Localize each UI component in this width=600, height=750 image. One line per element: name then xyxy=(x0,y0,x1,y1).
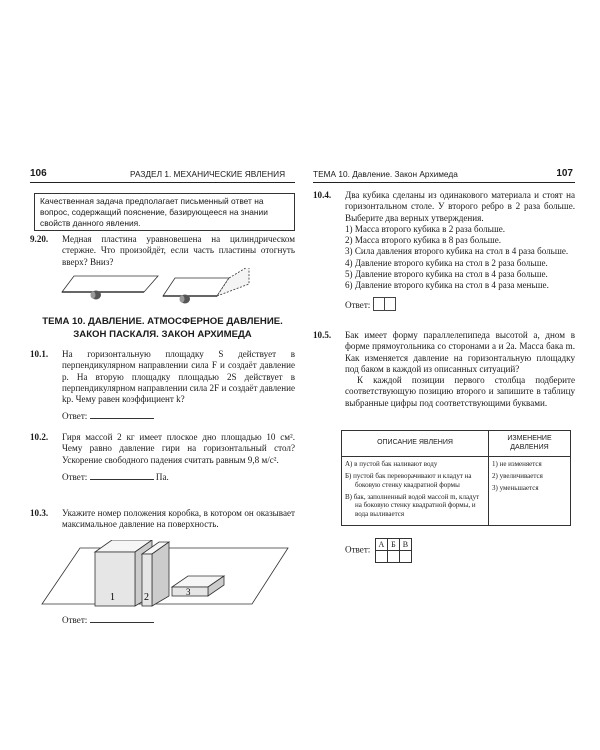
option-list xyxy=(345,224,575,292)
left-page xyxy=(30,168,295,625)
answer-label: Ответ: xyxy=(62,411,88,422)
phenomenon-item: Б) пустой бак переворачивают и кладут на боковую стенку квадратной формы xyxy=(345,472,472,489)
answer-blank[interactable] xyxy=(90,614,154,623)
right-page xyxy=(313,168,575,555)
answer-unit: Па. xyxy=(155,471,169,482)
matching-table xyxy=(341,430,571,526)
column-header-change: ИЗМЕНЕНИЕ ДАВЛЕНИЯ xyxy=(489,431,571,457)
answer-blank[interactable] xyxy=(90,410,154,419)
problem-number: 10.5. xyxy=(313,330,332,340)
problem-instruction: К каждой позиции первого столбца подберите соответствующую позицию второго и запишите в таблицу выбранные цифры под соответствующими буквами. xyxy=(345,375,575,408)
problem-text: Гиря массой 2 кг имеет плоское дно площадью 10 см². Чему равно давление гири на горизонтальный стол? Ускорение свободного падения считать равным 9,8 м/с². xyxy=(62,432,295,465)
change-item: 3) уменьшается xyxy=(492,483,539,492)
option-item: 2) Масса второго кубика в 8 раз больше. xyxy=(345,235,502,246)
info-box: Качественная задача предполагает письменный ответ на вопрос, содержащий пояснение, базирующееся на знании свойств данного явления. xyxy=(34,193,295,231)
answer-letter: А xyxy=(375,539,387,551)
option-item: 6) Давление второго кубика на стол в 4 раза меньше. xyxy=(345,280,549,291)
bent-plate-figure xyxy=(163,268,249,304)
answer-letter: Б xyxy=(387,539,399,551)
problem-text: На горизонтальную площадку S действует в перпендикулярном направлении сила F и создаёт давление p. На вторую площадку площадью 2S действует в перпендикулярном направлении сила 2F и создаёт давление kp. Чему равен коэффициент k? xyxy=(62,349,295,405)
answer-cell[interactable] xyxy=(399,551,411,563)
option-item: 5) Давление второго кубика на стол в 4 раза больше. xyxy=(345,269,548,280)
answer-cell[interactable] xyxy=(387,551,399,563)
change-item: 1) не изменяется xyxy=(492,460,542,469)
option-item: 1) Масса второго кубика в 2 раза больше. xyxy=(345,223,506,234)
option-item: 3) Сила давления второго кубика на стол в 4 раза больше. xyxy=(345,246,569,257)
answer-label: Ответ: xyxy=(345,299,371,310)
left-page-header xyxy=(30,168,295,183)
section-header-left: РАЗДЕЛ 1. МЕХАНИЧЕСКИЕ ЯВЛЕНИЯ xyxy=(130,169,286,179)
answer-label: Ответ: xyxy=(62,471,88,482)
problem-text: Медная пластина уравновешена на цилиндрическом стержне. Что произойдёт, если часть пластины отогнуть вверх? Вниз? xyxy=(62,234,295,267)
problem-text: Укажите номер положения коробка, в котором он оказывает максимальное давление на поверхность. xyxy=(62,508,295,530)
problem-10-2 xyxy=(30,432,295,483)
answer-label: Ответ: xyxy=(62,615,88,625)
problem-10-5 xyxy=(313,330,575,409)
answer-10-5 xyxy=(345,538,412,563)
topic-title-line-1: ТЕМА 10. ДАВЛЕНИЕ. АТМОСФЕРНОЕ ДАВЛЕНИЕ. xyxy=(42,316,283,327)
problem-text: Бак имеет форму параллелепипеда высотой a, дном в форме прямоугольника со сторонами a и 2a. Масса бака m. Как изменяется давление на горизонтальную площадку под баком в каждой из описанных ситуаций? xyxy=(345,330,575,374)
problem-text: Два кубика сделаны из одинакового материала и стоят на горизонтальном столе. У второго ребро в 2 раза больше. Выберите два верных утверждения. xyxy=(345,190,575,223)
box-label-2: 2 xyxy=(144,592,149,603)
topic-title-line-2: ЗАКОН ПАСКАЛЯ. ЗАКОН АРХИМЕДА xyxy=(73,328,252,340)
problem-number: 10.3. xyxy=(30,508,49,518)
box-label-1: 1 xyxy=(110,592,115,603)
problem-10-4 xyxy=(313,190,575,314)
answer-cell[interactable] xyxy=(375,551,387,563)
page-number-left: 106 xyxy=(30,168,47,179)
problem-10-1 xyxy=(30,349,295,423)
box-position-2 xyxy=(142,542,169,606)
problem-number: 10.2. xyxy=(30,432,49,442)
boxes-figure xyxy=(40,540,290,610)
answer-grid[interactable] xyxy=(375,538,412,563)
option-item: 4) Давление второго кубика на стол в 2 раза больше. xyxy=(345,257,548,268)
right-page-header xyxy=(313,168,575,183)
answer-label: Ответ: xyxy=(345,544,371,555)
change-item: 2) увеличивается xyxy=(492,472,543,481)
answer-letter: В xyxy=(399,539,411,551)
plate-on-rod-figure xyxy=(60,268,260,308)
matching-table-wrap xyxy=(313,430,571,526)
page-number-right: 107 xyxy=(556,168,573,179)
topic-title xyxy=(30,316,295,341)
column-header-phenomenon: ОПИСАНИЕ ЯВЛЕНИЯ xyxy=(342,431,489,457)
problem-10-3 xyxy=(30,508,295,531)
problem-9-20 xyxy=(30,234,295,268)
phenomenon-item: В) бак, заполненный водой массой m, кладут на боковую стенку квадратной формы, и вода выливается xyxy=(345,492,480,518)
section-header-right: ТЕМА 10. Давление. Закон Архимеда xyxy=(313,169,458,179)
answer-blank[interactable] xyxy=(90,471,154,480)
phenomenon-item: А) в пустой бак наливают воду xyxy=(345,460,438,469)
problem-number: 10.1. xyxy=(30,349,49,359)
answer-10-3 xyxy=(62,614,154,626)
flat-plate-figure xyxy=(62,276,158,300)
box-label-3: 3 xyxy=(186,587,191,597)
problem-number: 9.20. xyxy=(30,234,49,244)
problem-number: 10.4. xyxy=(313,190,332,200)
answer-cells[interactable] xyxy=(373,297,395,314)
